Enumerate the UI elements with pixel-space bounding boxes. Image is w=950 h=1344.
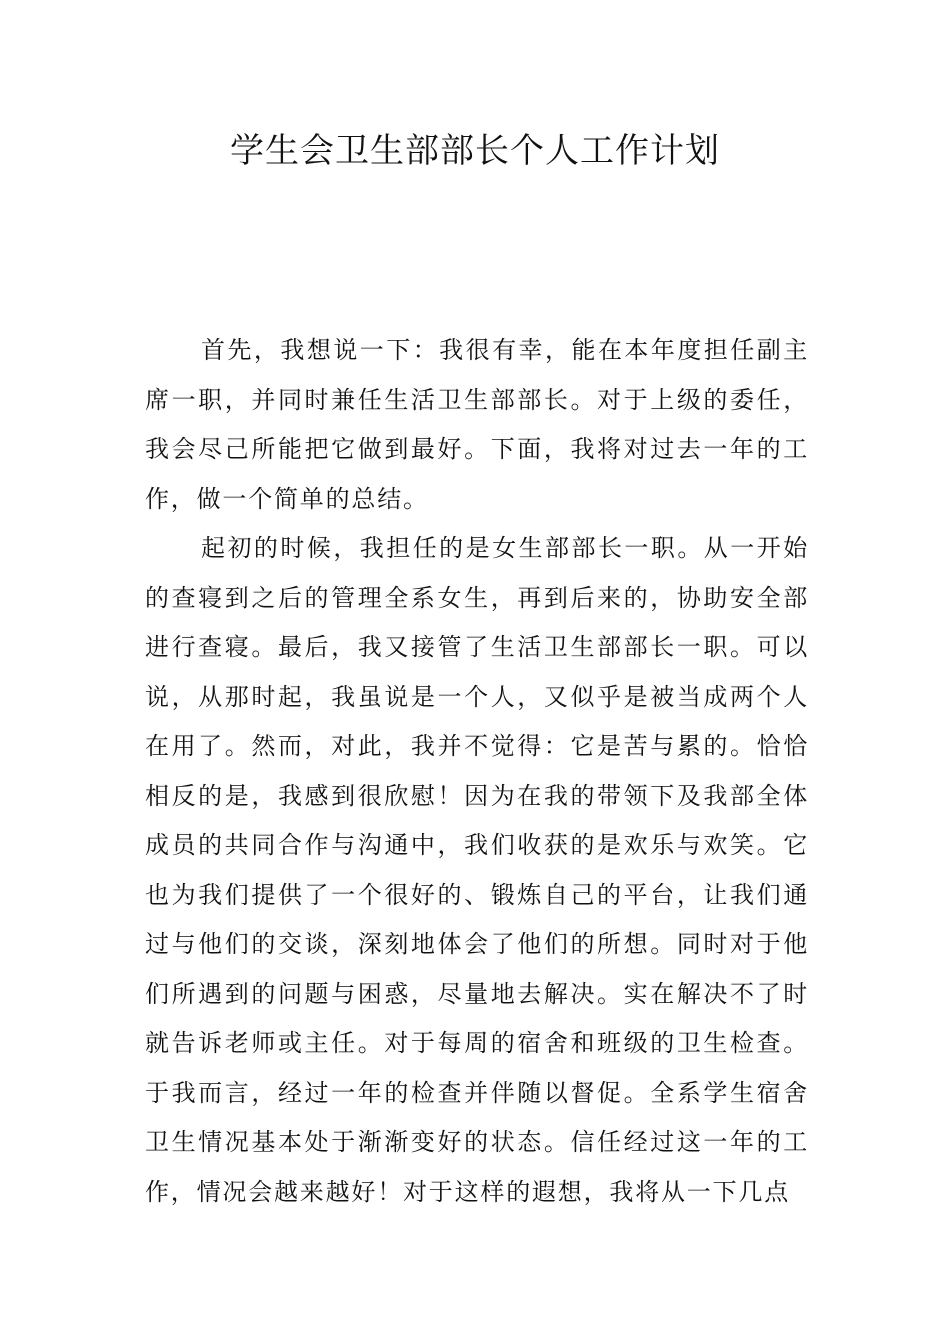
paragraph-1: 首先，我想说一下：我很有幸，能在本年度担任副主席一职，并同时兼任生活卫生部部长。对于上级的委任，我会尽己所能把它做到最好。下面，我将对过去一年的工作，做一个简单的总结。 xyxy=(145,336,809,513)
document-body xyxy=(145,326,809,1217)
paragraph-2: 起初的时候，我担任的是女生部部长一职。从一开始的查寝到之后的管理全系女生，再到后来的，协助安全部进行查寝。最后，我又接管了生活卫生部部长一职。可以说，从那时起，我虽说是一个人，又似乎是被当成两个人在用了。然而，对此，我并不觉得：它是苦与累的。恰恰相反的是，我感到很欣慰！因为在我的带领下及我部全体成员的共同合作与沟通中，我们收获的是欢乐与欢笑。它也为我们提供了一个很好的、锻炼自己的平台，让我们通过与他们的交谈，深刻地体会了他们的所想。同时对于他们所遇到的问题与困惑，尽量地去解决。实在解决不了时就告诉老师或主任。对于每周的宿舍和班级的卫生检查。于我而言，经过一年的检查并伴随以督促。全系学生宿舍卫生情况基本处于渐渐变好的状态。信任经过这一年的工作，情况会越来越好！对于这样的遐想，我将从一下几点 xyxy=(145,534,809,1206)
document-title: 学生会卫生部部长个人工作计划 xyxy=(230,131,720,171)
